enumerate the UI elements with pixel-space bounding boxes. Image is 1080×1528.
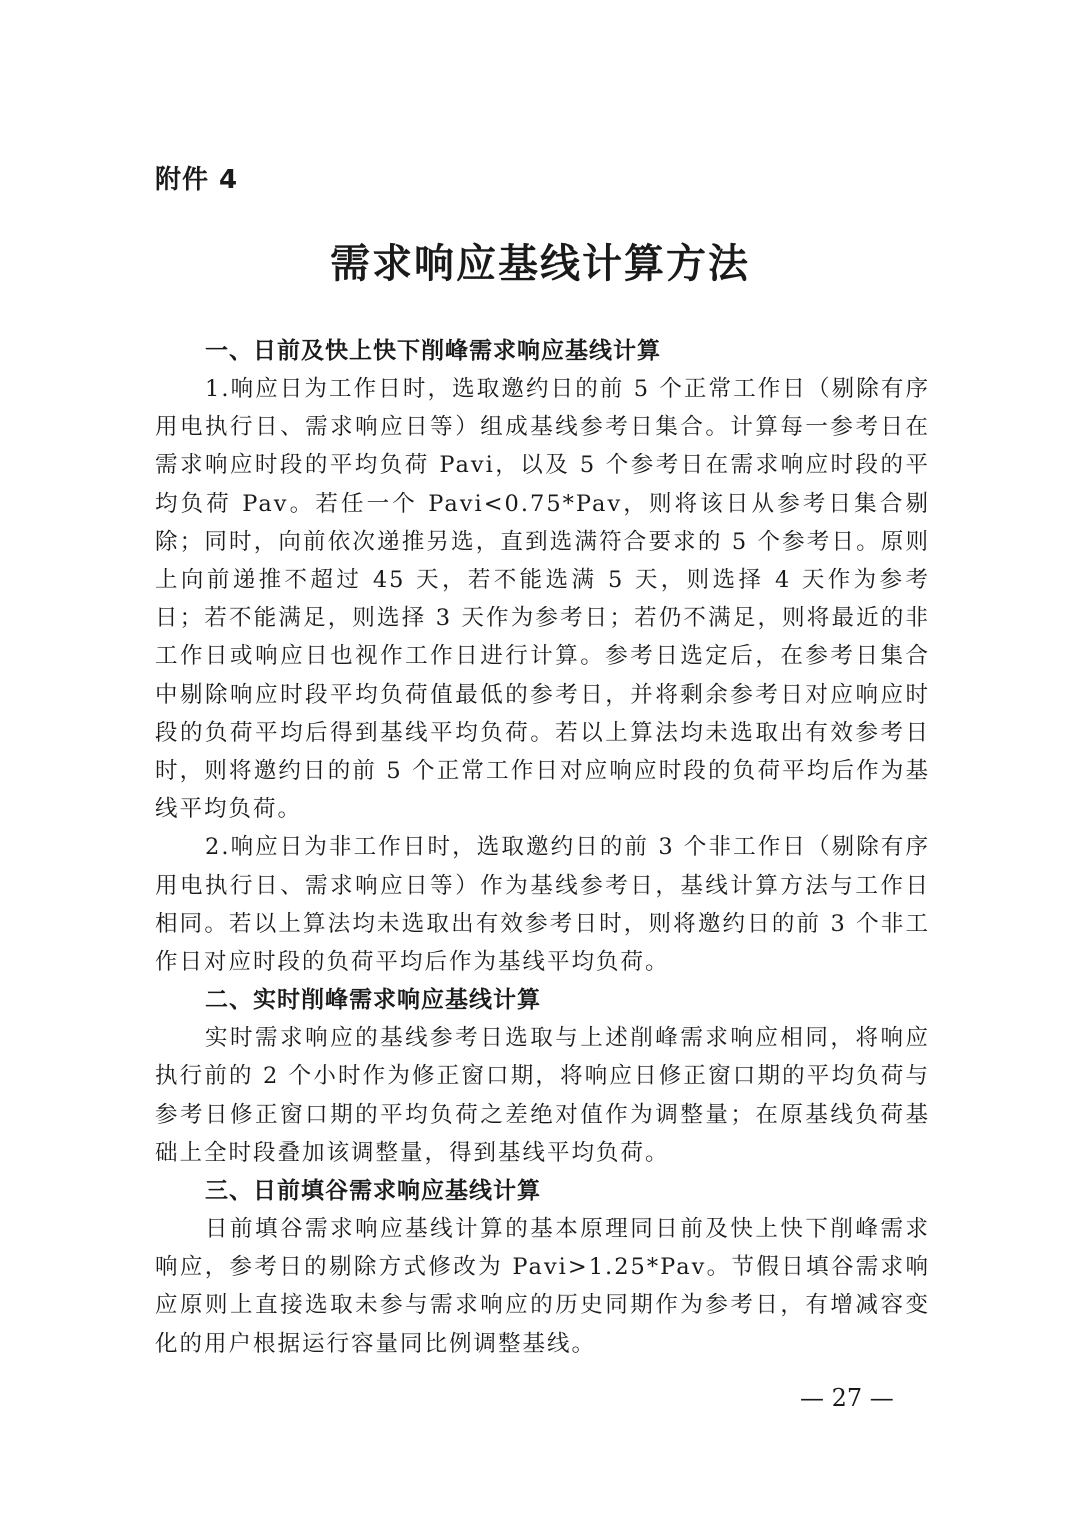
section-heading-2: 二、实时削峰需求响应基线计算 (205, 987, 541, 1014)
attachment-label: 附件 4 (155, 165, 239, 195)
document-title: 需求响应基线计算方法 (330, 240, 750, 287)
section-2-paragraph-1: 实时需求响应的基线参考日选取与上述削峰需求响应相同，将响应执行前的 2 个小时作为修正窗口期，将响应日修正窗口期的平均负荷与参考日修正窗口期的平均负荷之差绝对值作为调整量；在原基线负荷基础上全时段叠加该调整量，得到基线平均负荷。 (155, 1025, 930, 1166)
section-3-paragraph-1: 日前填谷需求响应基线计算的基本原理同日前及快上快下削峰需求响应，参考日的剔除方式修改为 Pavi>1.25*Pav。节假日填谷需求响应原则上直接选取未参与需求响应的历史同期作为参考日，有增减容变化的用户根据运行容量同比例调整基线。 (155, 1216, 930, 1357)
section-heading-1: 一、日前及快上快下削峰需求响应基线计算 (205, 338, 661, 364)
section-1-paragraph-2: 2.响应日为非工作日时，选取邀约日的前 3 个非工作日（剔除有序用电执行日、需求响应日等）作为基线参考日，基线计算方法与工作日相同。若以上算法均未选取出有效参考日时，则将邀约日的前 3 个非工作日对应时段的负荷平均后作为基线平均负荷。 (155, 834, 930, 976)
page-number: — 27 — (800, 1384, 894, 1412)
section-heading-3: 三、日前填谷需求响应基线计算 (205, 1178, 541, 1205)
section-1-paragraph-1: 1.响应日为工作日时，选取邀约日的前 5 个正常工作日（剔除有序用电执行日、需求响应日等）组成基线参考日集合。计算每一参考日在需求响应时段的平均负荷 Pavi，以及 5 个参考日在需求响应时段的平均负荷 Pav。若任一个 Pavi<0.75*Pav，则将该日从参考日集合剔除；同时，向前依次递推另选，直到选满符合要求的 5 个参考日。原则上向前递推不超过 45 天，若不能选满 5 天，则选择 4 天作为参考日；若不能满足，则选择 3 天作为参考日；若仍不满足，则将最近的非工作日或响应日也视作工作日进行计算。参考日选定后，在参考日集合中剔除响应时段平均负荷值最低的参考日，并将剩余参考日对应响应时段的负荷平均后得到基线平均负荷。若以上算法均未选取出有效参考日时，则将邀约日的前 5 个正常工作日对应响应时段的负荷平均后作为基线平均负荷。 (155, 376, 930, 823)
document-body (155, 332, 930, 1363)
